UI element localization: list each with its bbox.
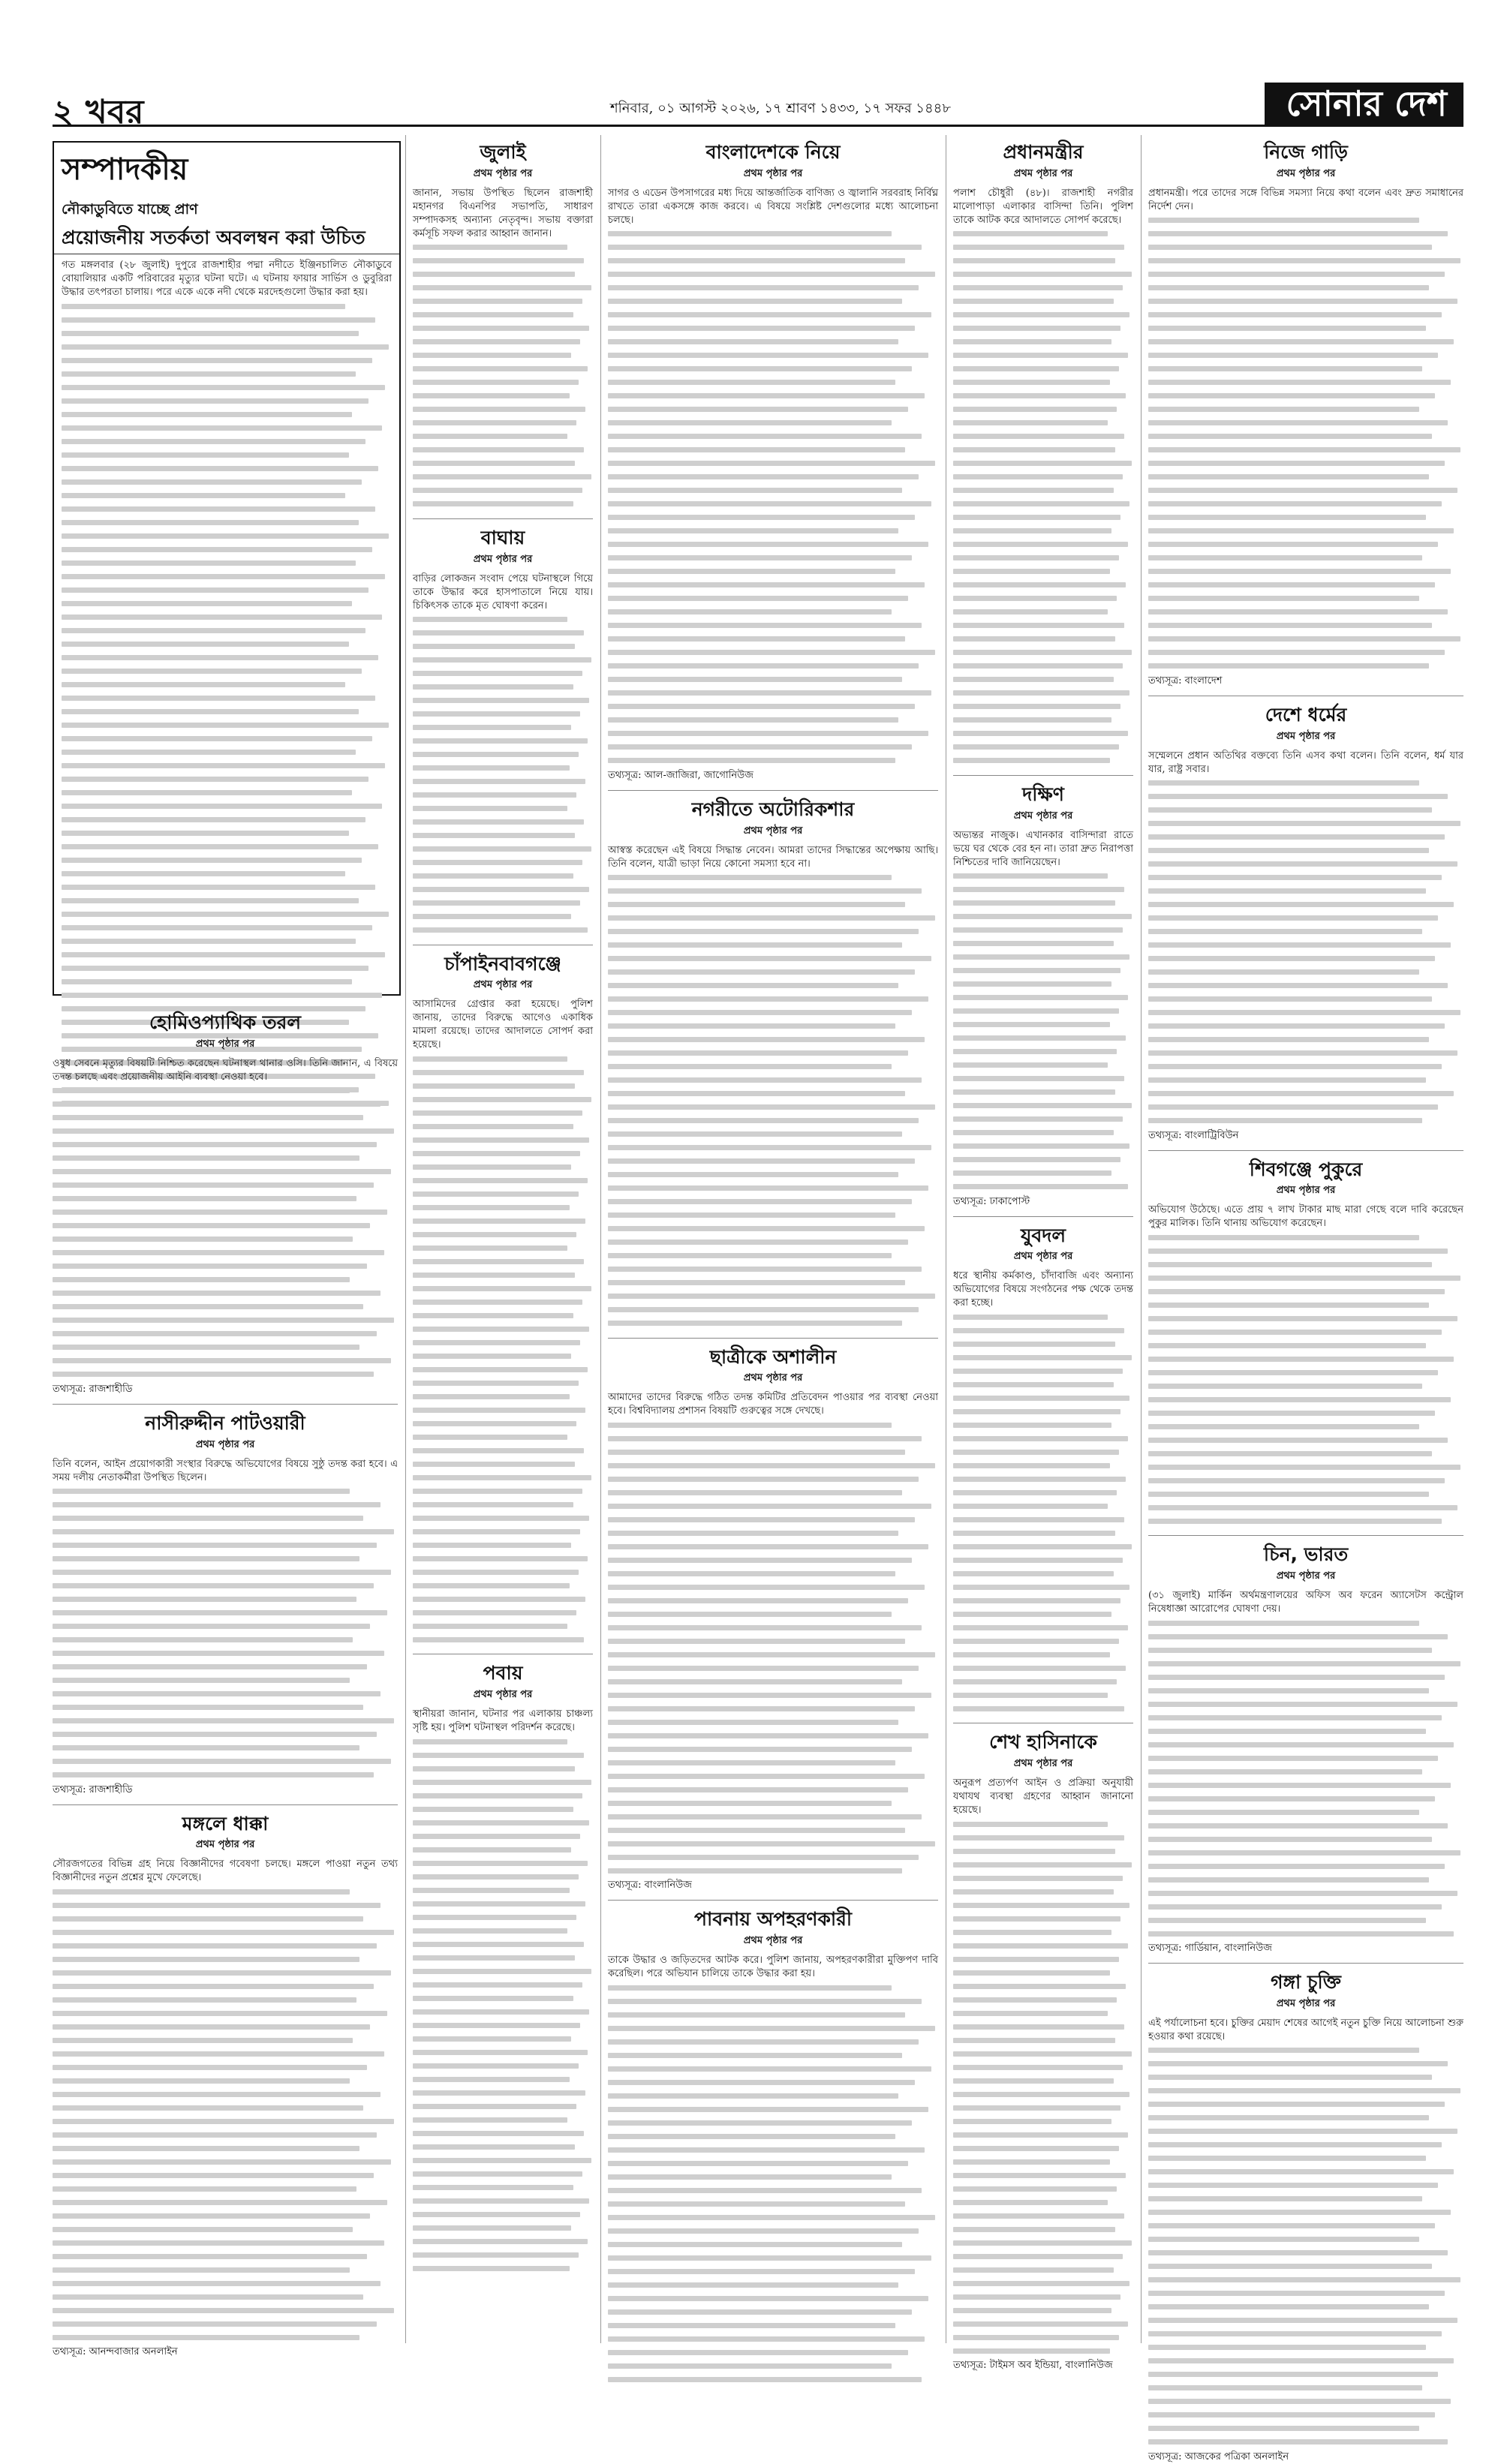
article-text-continued — [1148, 214, 1463, 673]
article-headline: বাংলাদেশকে নিয়ে — [705, 141, 841, 163]
article-china — [1148, 1542, 1463, 1955]
article-source: তথ্যসূত্র: আজকের পত্রিকা অনলাইন — [1148, 2450, 1289, 2462]
article-source: তথ্যসূত্র: বাংলানিউজ — [608, 1880, 692, 1892]
editorial-section-title: সম্পাদকীয় — [62, 152, 188, 187]
article-headline: যুবদল — [1020, 1224, 1066, 1246]
article-body: অভ্যন্তর নাজুক। এখানকার বাসিন্দারা রাতে ভয়ে ঘর থেকে বের হন না। তারা দ্রুত নিরাপত্তা নিশ্চিতের দাবি জানিয়েছেন। — [953, 829, 1133, 868]
article-bangladesh — [608, 140, 938, 783]
article-body: এই পর্যালোচনা হবে। চুক্তির মেয়াদ শেষের আগেই নতুন চুক্তি নিয়ে আলোচনা শুরু হওয়ার কথা রয়েছে। — [1148, 2017, 1463, 2042]
continued-label: প্রথম পৃষ্ঠার পর — [1276, 1570, 1336, 1582]
article-text-continued — [608, 227, 938, 768]
article-body: সৌরজগতের বিভিন্ন গ্রহ নিয়ে বিজ্ঞানীদের গবেষণা চলছে। মঙ্গলে পাওয়া নতুন তথ্য বিজ্ঞানীদের নতুন প্রশ্নের মুখে ফেলেছে। — [53, 1859, 398, 1884]
column-divider — [405, 135, 406, 2343]
article-text-continued — [608, 1981, 938, 2386]
article-source: তথ্যসূত্র: আল-জাজিরা, জাগোনিউজ — [608, 769, 754, 781]
editorial-headline: প্রয়োজনীয় সতর্কতা অবলম্বন করা উচিত — [54, 224, 399, 254]
page-header — [53, 83, 1463, 131]
article-ganga — [1148, 1970, 1463, 2464]
column-divider — [1141, 135, 1142, 2343]
column-4 — [953, 135, 1133, 2371]
article-source: তথ্যসূত্র: আনন্দবাজার অনলাইন — [53, 2346, 178, 2358]
article-shibganj — [1148, 1157, 1463, 1528]
article-text-continued — [1148, 777, 1463, 1128]
article-text-continued — [953, 1817, 1133, 2357]
article-gari — [1148, 140, 1463, 688]
continued-label: প্রথম পৃষ্ঠার পর — [1276, 1997, 1336, 2009]
article-source: তথ্যসূত্র: টাইমস অব ইন্ডিয়া, বাংলানিউজ — [953, 2360, 1113, 2371]
article-text-continued — [53, 1485, 398, 1782]
continued-label: প্রথম পৃষ্ঠার পর — [1013, 1758, 1073, 1769]
article-headline: প্রধানমন্ত্রীর — [1003, 141, 1084, 163]
article-dharma — [1148, 702, 1463, 1143]
continued-label: প্রথম পৃষ্ঠার পর — [1276, 1185, 1336, 1197]
continued-label: প্রথম পৃষ্ঠার পর — [743, 1935, 803, 1946]
editorial-text-continued — [62, 299, 392, 1110]
article-text-continued — [413, 1052, 593, 1646]
article-headline: পাবনায় অপহরণকারী — [693, 1908, 852, 1931]
article-headline: চাঁপাইনবাবগঞ্জে — [444, 952, 561, 975]
article-text-continued — [953, 870, 1133, 1194]
column-1 — [53, 1005, 398, 2358]
continued-label: প্রথম পৃষ্ঠার পর — [473, 167, 533, 179]
article-mongol — [53, 1811, 398, 2360]
article-headline: শেখ হাসিনাকে — [989, 1731, 1097, 1753]
continued-label: প্রথম পৃষ্ঠার পর — [743, 167, 803, 179]
article-headline: হোমিওপ্যাথিক তরল — [149, 1011, 302, 1033]
masthead-logo: সোনার দেশ — [1265, 83, 1463, 125]
article-body: স্থানীয়রা জানান, ঘটনার পর এলাকায় চাঞ্চল্য সৃষ্টি হয়। পুলিশ ঘটনাস্থল পরিদর্শন করেছে। — [413, 1708, 593, 1733]
article-source: তথ্যসূত্র: ঢাকাপোস্ট — [953, 1195, 1030, 1207]
article-source: তথ্যসূত্র: বাংলাদেশ — [1148, 675, 1223, 687]
column-2 — [413, 135, 593, 2343]
continued-label: প্রথম পৃষ্ঠার পর — [1013, 810, 1073, 822]
page-number: ২ খবর — [53, 93, 144, 131]
article-nasir — [53, 1411, 398, 1797]
continued-label: প্রথম পৃষ্ঠার পর — [743, 825, 803, 837]
article-source: তথ্যসূত্র: রাজশাহীডি — [53, 1783, 133, 1795]
article-headline: মঙ্গলে ধাক্কা — [182, 1812, 269, 1834]
continued-label: প্রথম পৃষ্ঠার পর — [473, 979, 533, 991]
article-headline: গঙ্গা চুক্তি — [1271, 1971, 1341, 1993]
article-text-continued — [413, 613, 593, 937]
article-body: বাড়ির লোকজন সংবাদ পেয়ে ঘটনাস্থলে গিয়ে তাকে উদ্ধার করে হাসপাতালে নিয়ে যায়। চিকিৎসক তাকে মৃত ঘোষণা করেন। — [413, 572, 593, 611]
article-source: তথ্যসূত্র: বাংলাট্রিবিউন — [1148, 1129, 1239, 1141]
article-headline: পবায় — [483, 1662, 523, 1684]
article-bagha — [413, 525, 593, 937]
continued-label: প্রথম পৃষ্ঠার পর — [1276, 730, 1336, 742]
article-body: আস্বস্ত করেছেন এই বিষয়ে সিদ্ধান্ত নেবেন। আমরা তাদের সিদ্ধান্তের অপেক্ষায় আছি। তিনি বলেন, যাত্রী ভাড়া নিয়ে কোনো সমস্যা হবে না। — [608, 844, 938, 870]
article-body: অনুরূপ প্রত্যর্পণ আইন ও প্রক্রিয়া অনুযায়ী যথাযথ ব্যবস্থা গ্রহণের আহ্বান জানানো হয়েছে। — [953, 1777, 1133, 1816]
article-text-continued — [1148, 1616, 1463, 1940]
column-5 — [1148, 135, 1463, 2462]
article-hasina — [953, 1729, 1133, 2372]
article-text-continued — [1148, 1230, 1463, 1528]
continued-label: প্রথম পৃষ্ঠার পর — [1276, 167, 1336, 179]
article-source: তথ্যসূত্র: গার্ডিয়ান, বাংলানিউজ — [1148, 1943, 1272, 1954]
article-dakkhin — [953, 782, 1133, 1209]
continued-label: প্রথম পৃষ্ঠার পর — [195, 1839, 255, 1851]
article-text-continued — [413, 241, 593, 511]
article-text-continued — [608, 1418, 938, 1877]
article-text-continued — [413, 1735, 593, 2275]
article-pm — [953, 140, 1133, 768]
article-text-continued — [608, 871, 938, 1330]
article-headline: জুলাই — [480, 141, 526, 163]
editorial-kicker: নৌকাডুবিতে যাচ্ছে প্রাণ — [62, 201, 198, 218]
article-headline: দক্ষিণ — [1022, 783, 1064, 805]
article-chapai — [413, 951, 593, 1647]
article-pabai — [413, 1660, 593, 2275]
article-body: প্রধানমন্ত্রী। পরে তাদের সঙ্গে বিভিন্ন সমস্যা নিয়ে কথা বলেন এবং দ্রুত সমাধানের নির্দেশ দেন। — [1148, 187, 1463, 212]
article-body: তাকে উদ্ধার ও জড়িতদের আটক করে। পুলিশ জানায়, অপহরণকারীরা মুক্তিপণ দাবি করেছিল। পরে অভিযান চালিয়ে তাকে উদ্ধার করা হয়। — [608, 1955, 938, 1979]
article-july — [413, 140, 593, 511]
column-3 — [608, 135, 938, 2343]
continued-label: প্রথম পৃষ্ঠার পর — [195, 1038, 255, 1050]
continued-label: প্রথম পৃষ্ঠার পর — [1013, 167, 1073, 179]
column-divider — [600, 135, 601, 2343]
article-text-continued — [953, 1310, 1133, 1715]
article-headline: দেশে ধর্মের — [1265, 703, 1347, 726]
article-headline: ছাত্রীকে অশালীন — [709, 1345, 837, 1368]
article-body: সম্মেলনে প্রধান অতিথির বক্তব্যে তিনি এসব কথা বলেন। তিনি বলেন, ধর্ম যার যার, রাষ্ট্র সবার। — [1148, 750, 1463, 775]
article-headline: নগরীতে অটোরিকশার — [691, 798, 855, 820]
continued-label: প্রথম পৃষ্ঠার পর — [473, 1689, 533, 1700]
article-auto — [608, 797, 938, 1330]
article-body: অভিযোগ উঠেছে। এতে প্রায় ৭ লাখ টাকার মাছ মারা গেছে বলে দাবি করেছেন পুকুর মালিক। তিনি থানায় অভিযোগ করেছেন। — [1148, 1204, 1463, 1230]
continued-label: প্রথম পৃষ্ঠার পর — [473, 553, 533, 565]
article-headline: নিজে গাড়ি — [1264, 141, 1348, 163]
article-body: আসামিদের গ্রেপ্তার করা হয়েছে। পুলিশ জানায়, তাদের বিরুদ্ধে আগেও একাধিক মামলা রয়েছে। তাদের আদালতে সোপর্দ করা হয়েছে। — [413, 999, 593, 1051]
article-headline: চিন, ভারত — [1263, 1543, 1349, 1566]
article-jubodal — [953, 1223, 1133, 1716]
article-text-continued — [53, 1885, 398, 2344]
editorial-body: গত মঙ্গলবার (২৮ জুলাই) দুপুরে রাজশাহীর পদ্মা নদীতে ইঞ্জিনচালিত নৌকাডুবে বোয়ালিয়ার একটি পরিবারের মৃত্যুর ঘটনা ঘটে। এ ঘটনায় ফায়ার সার্ভিস ও ডুবুরিরা উদ্ধার তৎপরতা চালায়। পরে একে একে নদী থেকে মরদেহগুলো উদ্ধার করা হয়। — [62, 260, 392, 299]
continued-label: প্রথম পৃষ্ঠার পর — [1013, 1251, 1073, 1263]
continued-label: প্রথম পৃষ্ঠার পর — [195, 1438, 255, 1450]
article-source: তথ্যসূত্র: রাজশাহীডি — [53, 1383, 133, 1395]
article-headline: শিবগঞ্জে পুকুরে — [1249, 1158, 1363, 1180]
article-text-continued — [1148, 2044, 1463, 2449]
date-line: শনিবার, ০১ আগস্ট ২০২৬, ১৭ শ্রাবণ ১৪৩৩, ১৭ সফর ১৪৪৮ — [609, 101, 952, 116]
continued-label: প্রথম পৃষ্ঠার পর — [743, 1372, 803, 1384]
article-pabna — [608, 1907, 938, 2386]
article-headline: নাসীরুদ্দীন পাটওয়ারী — [145, 1411, 305, 1434]
article-body: পলাশ চৌধুরী (৪৮)। রাজশাহী নগরীর মালোপাড়া এলাকার বাসিন্দা তিনি। পুলিশ তাকে আটক করে আদালতে সোপর্দ করেছে। — [953, 187, 1133, 226]
article-body: সাগর ও এডেন উপসাগরের মধ্য দিয়ে আন্তর্জাতিক বাণিজ্য ও জ্বালানি সরবরাহ নির্বিঘ্ন রাখতে তারা একসঙ্গে কাজ করবে। এ বিষয়ে সংশ্লিষ্ট দেশগুলোর মধ্যে আলোচনা চলছে। — [608, 187, 938, 226]
article-text-continued — [953, 227, 1133, 768]
article-chhatri — [608, 1345, 938, 1893]
article-body: জানান, সভায় উপস্থিত ছিলেন রাজশাহী মহানগর বিএনপির সভাপতি, সাধারণ সম্পাদকসহ অন্যান্য নেতৃবৃন্দ। সভায় বক্তারা কর্মসূচি সফল করার আহ্বান জানান। — [413, 187, 593, 239]
article-text-continued — [53, 1084, 398, 1381]
article-body: ওষুধ সেবনে মৃত্যুর বিষয়টি নিশ্চিত করেছেন ঘটনাস্থল থানার ওসি। তিনি জানান, এ বিষয়ে তদন্ত চলছে এবং প্রয়োজনীয় আইনি ব্যবস্থা নেওয়া হবে। — [53, 1057, 398, 1083]
editorial-box — [53, 141, 401, 996]
article-body: ধরে স্থানীয় কর্মকাণ্ড, চাঁদাবাজি এবং অন্যান্য অভিযোগের বিষয়ে সংগঠনের পক্ষ থেকে তদন্ত করা হচ্ছে। — [953, 1270, 1133, 1309]
article-body: আমাদের তাদের বিরুদ্ধে গঠিত তদন্ত কমিটির প্রতিবেদন পাওয়ার পর ব্যবস্থা নেওয়া হবে। বিশ্ববিদ্যালয় প্রশাসন বিষয়টি গুরুত্বের সঙ্গে দেখছে। — [608, 1392, 938, 1417]
article-body: তিনি বলেন, আইন প্রয়োগকারী সংস্থার বিরুদ্ধে অভিযোগের বিষয়ে সুষ্ঠু তদন্ত করা হবে। এ সময় দলীয় নেতাকর্মীরা উপস্থিত ছিলেন। — [53, 1458, 398, 1483]
article-headline: বাঘায় — [480, 526, 525, 548]
article-body: (৩১ জুলাই) মার্কিন অর্থমন্ত্রণালয়ের অফিস অব ফরেন অ্যাসেটস কন্ট্রোল নিষেধাজ্ঞা আরোপের ঘোষণা দেয়। — [1148, 1590, 1463, 1615]
article-homeo — [53, 1010, 398, 1396]
